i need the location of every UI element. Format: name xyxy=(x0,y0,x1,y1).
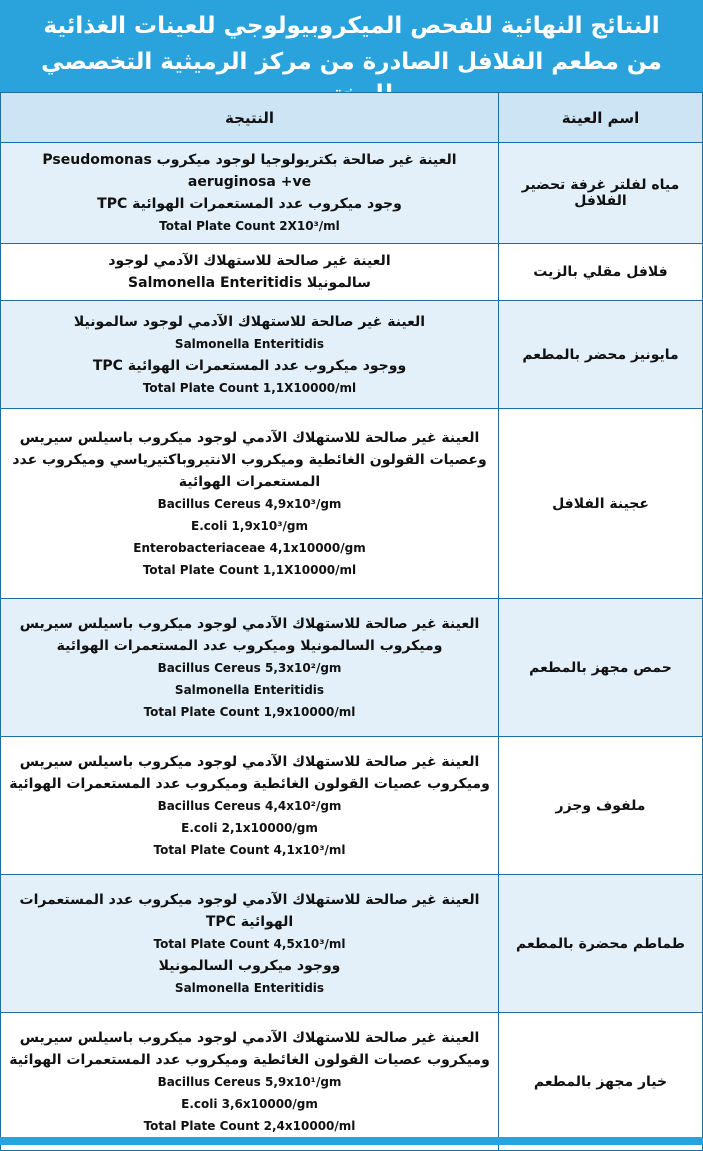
result-line: العينة غير صالحة للاستهلاك الآدمي لوجود ميكروب باسيلس سيريس وميكروب السالمونيلا وميكروب عدد المستعمرات الهوائية xyxy=(19,615,480,654)
result-line: E.coli ‎1,9x10³/gm xyxy=(191,518,308,533)
result-line: العينة غير صالحة للاستهلاك الآدمي لوجود سالمونيلا xyxy=(73,313,426,330)
result-line: ووجود ميكروب عدد المستعمرات الهوائية TPC xyxy=(92,357,407,374)
result-line: E.coli ‎3,6x10000/gm xyxy=(181,1096,318,1111)
result-line: Bacillus Cereus ‎4,9x10³/gm xyxy=(157,496,342,511)
result-line: العينة غير صالحة بكتريولوجيا لوجود ميكروب Pseudomonas aeruginosa +ve xyxy=(42,152,457,190)
result-line: Enterobacteriaceae ‎4,1x10000/gm xyxy=(133,540,366,555)
header-result: النتيجة xyxy=(1,93,499,143)
sample-name-cell: مايونيز محضر بالمطعم xyxy=(499,301,703,409)
table-row xyxy=(1,1013,703,1151)
result-line: Total Plate Count ‎4,1x10³/ml xyxy=(153,842,346,857)
result-cell xyxy=(1,599,499,737)
table-row xyxy=(1,875,703,1013)
result-line: Bacillus Cereus ‎5,3x10²/gm xyxy=(157,660,342,675)
result-line: Total Plate Count ‎2X10³/ml xyxy=(159,219,340,233)
title-line-2: من مطعم الفلافل الصادرة من مركز الرميثية التخصصي xyxy=(41,49,662,75)
result-cell xyxy=(1,143,499,244)
sample-name-cell: خيار مجهز بالمطعم xyxy=(499,1013,703,1151)
table-row xyxy=(1,244,703,301)
title-line-1: النتائج النهائية للفحص الميكروبيولوجي للعينات الغذائية xyxy=(43,13,660,39)
result-line: Bacillus Cereus ‎5,9x10¹/gm xyxy=(157,1074,342,1089)
table-row xyxy=(1,599,703,737)
sample-name-cell: ملفوف وجزر xyxy=(499,737,703,875)
sample-name-cell: فلافل مقلي بالزيت xyxy=(499,244,703,301)
title-banner xyxy=(0,0,703,92)
result-line: Total Plate Count ‎1,9x10000/ml xyxy=(143,704,356,719)
result-cell xyxy=(1,244,499,301)
result-cell xyxy=(1,301,499,409)
table-row xyxy=(1,301,703,409)
header-sample-name: اسم العينة xyxy=(499,93,703,143)
result-line: Salmonella Enteritidis xyxy=(174,682,325,697)
table-row xyxy=(1,143,703,244)
result-line: العينة غير صالحة للاستهلاك الآدمي لوجود ميكروب عدد المستعمرات الهوائية TPC xyxy=(19,891,480,930)
result-line: Total Plate Count ‎1,1X10000/ml xyxy=(142,562,357,577)
result-cell xyxy=(1,409,499,599)
table-row xyxy=(1,737,703,875)
sample-name-cell: طماطم محضرة بالمطعم xyxy=(499,875,703,1013)
table-header-row xyxy=(1,93,703,143)
result-cell xyxy=(1,875,499,1013)
table-row xyxy=(1,409,703,599)
sample-name-cell: حمص مجهز بالمطعم xyxy=(499,599,703,737)
result-line: Salmonella Enteritidis xyxy=(174,336,325,351)
result-line: Total Plate Count ‎2,4x10000/ml xyxy=(143,1118,356,1133)
result-line: Salmonella Enteritidis xyxy=(174,980,325,995)
result-line: العينة غير صالحة للاستهلاك الآدمي لوجود xyxy=(108,253,391,269)
result-line: ووجود ميكروب السالمونيلا xyxy=(158,957,341,974)
result-line: E.coli ‎2,1x10000/gm xyxy=(181,820,318,835)
result-line: Bacillus Cereus ‎4,4x10²/gm xyxy=(157,798,342,813)
results-table xyxy=(0,92,703,1151)
result-cell xyxy=(1,737,499,875)
result-line: العينة غير صالحة للاستهلاك الآدمي لوجود ميكروب باسيلس سيريس وميكروب عصيات القولون الغائطية وميكروب عدد المستعمرات الهوائية xyxy=(9,1029,490,1068)
result-line: سالمونيلا Salmonella Enteritidis xyxy=(128,275,371,291)
result-cell xyxy=(1,1013,499,1151)
result-line: Total Plate Count ‎4,5x10³/ml xyxy=(153,936,346,951)
result-line: العينة غير صالحة للاستهلاك الآدمي لوجود ميكروب باسيلس سيريس وميكروب عصيات القولون الغائطية وميكروب عدد المستعمرات الهوائية xyxy=(9,753,490,792)
sample-name-cell: مياه لفلتر غرفة تحضير الفلافل xyxy=(499,143,703,244)
bottom-bar xyxy=(0,1137,703,1145)
sample-name-cell: عجينة الفلافل xyxy=(499,409,703,599)
result-line: Total Plate Count ‎1,1X10000/ml xyxy=(142,380,357,395)
result-line: وجود ميكروب عدد المستعمرات الهوائية TPC xyxy=(97,196,402,212)
result-line: العينة غير صالحة للاستهلاك الآدمي لوجود ميكروب باسيلس سيريس وعصيات القولون الغائطية وميكروب الانتيروباكتيرياسي وميكروب عدد المستعمرات الهوائية xyxy=(12,429,487,490)
